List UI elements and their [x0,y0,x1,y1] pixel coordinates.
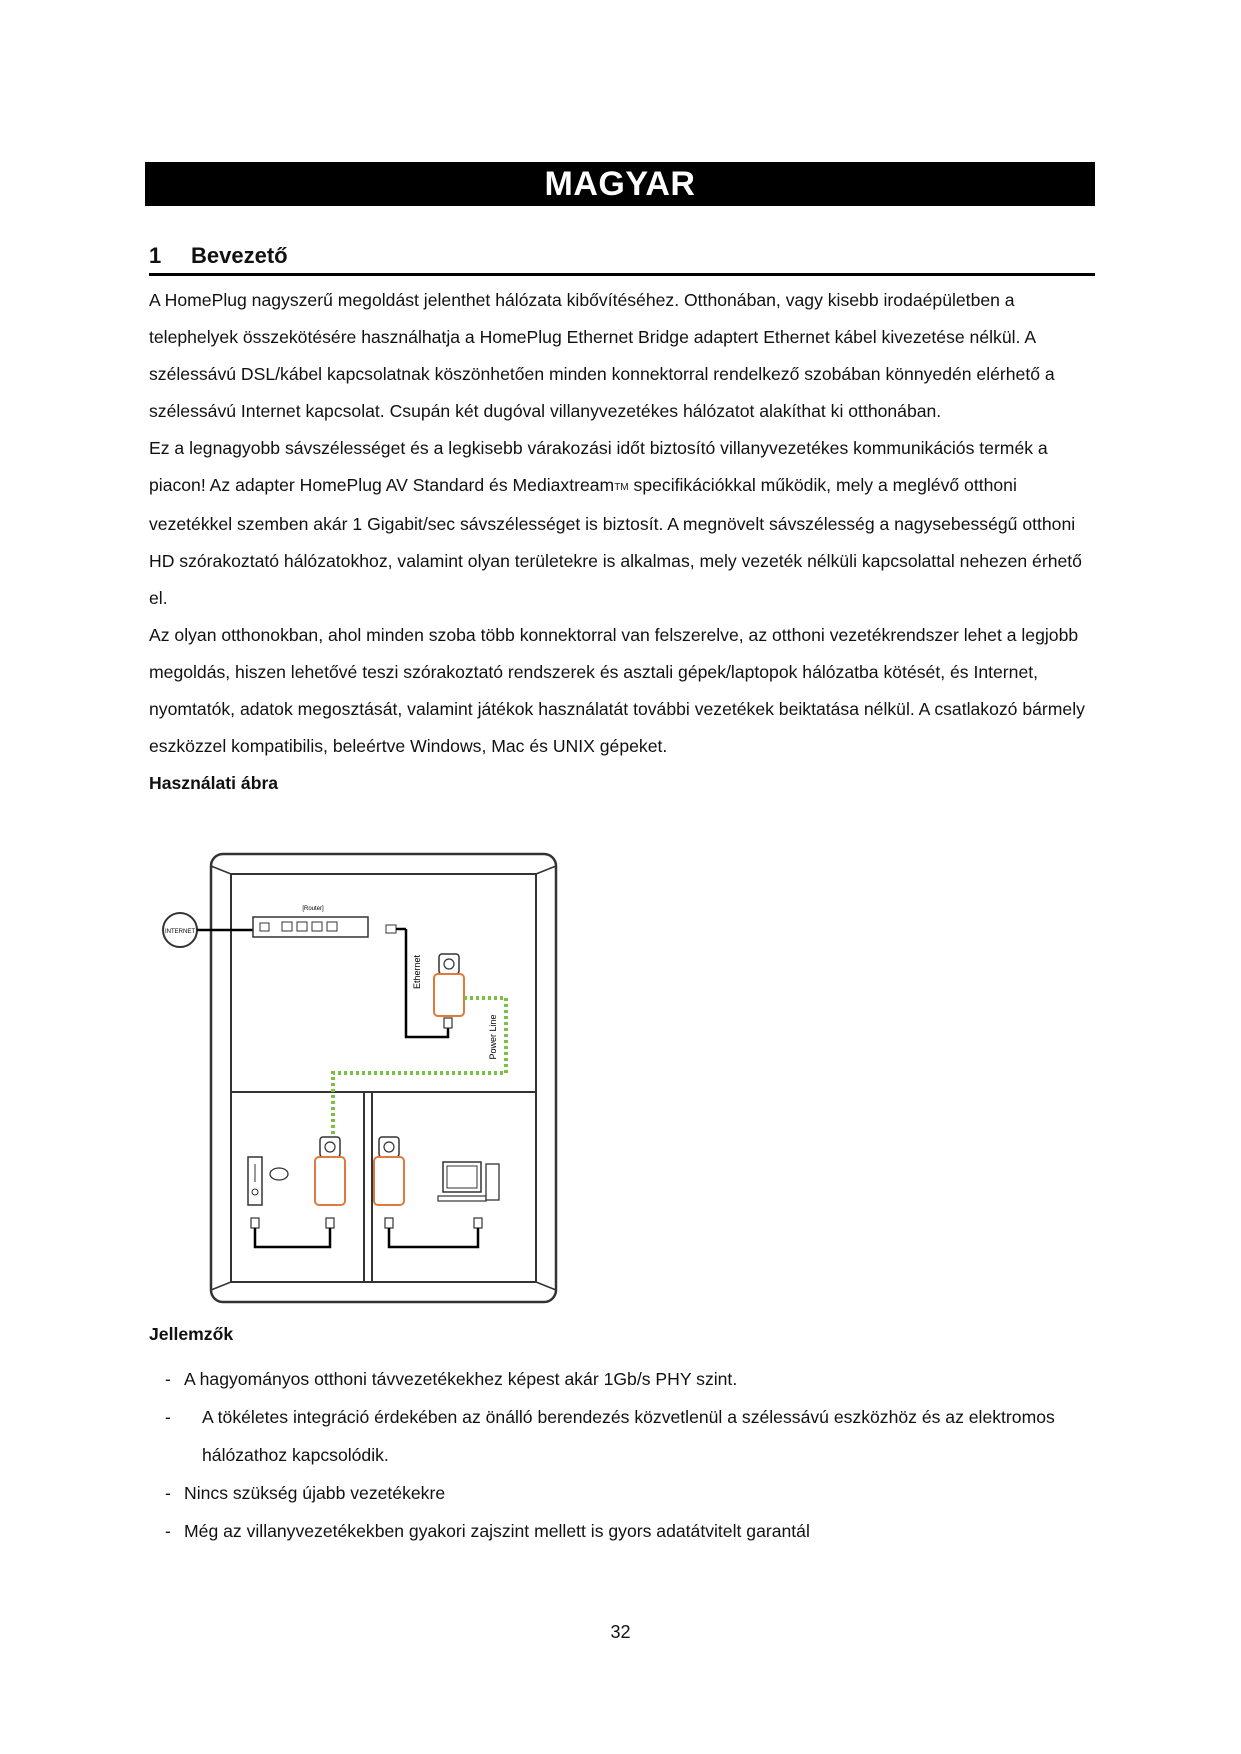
router-icon [253,906,368,937]
intro-text [149,282,1104,802]
plug-icon [444,1018,452,1028]
page-number: 32 [610,1622,631,1642]
paragraph-1: A HomePlug nagyszerű megoldást jelenthet hálózata kibővítéséhez. Otthonában, vagy kisebb irodaépületben a telephelyek összekötésére használhatja a HomePlug Ethernet Bridge adaptert Ethernet kábel kivezetése nélkül. A szélessávú DSL/kábel kapcsolatnak köszönhetően minden konnektorral rendelkező szobában könnyedén elérhető a szélessávú Internet kapcsolat. Csupán két dugóval villanyvezetékes hálózatot alakíthat ki otthonában. [149,290,1055,421]
desktop-computer-icon [438,1162,499,1201]
list-item: - A hagyományos otthoni távvezetékekhez képest akár 1Gb/s PHY szint. [165,1369,738,1389]
game-console-icon [248,1157,288,1205]
section-number: 1 [149,243,162,268]
language-banner: MAGYAR [145,162,1095,206]
powerline-adapter-top [434,974,464,1016]
router-label: [Router] [302,906,324,912]
powerline-label: Power Line [488,1014,498,1060]
features-list [149,1360,1079,1550]
list-item: - Még az villanyvezetékekben gyakori zajszint mellett is gyors adatátvitelt garantál [165,1521,810,1541]
paragraph-2 [149,430,1104,617]
list-item-text: A tökéletes integráció érdekében az önálló berendezés közvetlenül a szélessávú eszközhöz és az elektromos hálózathoz kapcsolódik. [202,1407,1055,1465]
internet-icon [163,913,197,947]
outlet-icon [379,1137,399,1157]
ethernet-label: Ethernet [412,954,422,990]
paragraph-2-end: specifikációkkal működik, mely a meglévő otthoni vezetékkel szemben akár 1 Gigabit/sec sávszélességet is biztosít. A megnövelt sávszélesség a nagysebességű otthoni HD szórakoztató hálózatokhoz, valamint olyan területekre is alkalmas, mely vezeték nélküli kapcsolattal nehezen érhető el. [149,475,1082,608]
outlet-icon [320,1137,340,1157]
section-title: Bevezető [191,243,288,268]
cable-left-room [251,1218,334,1247]
diagram-title: Használati ábra [149,773,279,793]
paragraph-2-start: Ez a legnagyobb sávszélességet és a legkisebb várakozási időt biztosító villanyvezetékes kommunikációs termék a piacon! Az adapter HomePlug AV Standard és Mediaxtream [149,438,1048,495]
list-item: - Nincs szükség újabb vezetékekre [165,1483,446,1503]
section-heading [149,243,1095,276]
trademark-mark: TM [614,482,629,493]
paragraph-3: Az olyan otthonokban, ahol minden szoba több konnektorral van felszerelve, az otthoni vezetékrendszer lehet a legjobb megoldás, hiszen lehetővé teszi szórakoztató rendszerek és asztali gépek/laptopok hálózatba kötését, és Internet, nyomtatók, adatok megosztását, valamint játékok használatát további vezetékek beiktatása nélkül. A csatlakozó bármely eszközzel kompatibilis, beleértve Windows, Mac és UNIX gépeket. [149,625,1085,756]
internet-label: INTERNET [165,929,195,935]
outlet-icon [439,954,459,974]
power-line [333,998,506,1137]
list-item-text: Nincs szükség újabb vezetékekre [184,1483,446,1503]
usage-diagram [158,852,560,1306]
powerline-adapter-right [374,1157,404,1205]
features-title: Jellemzők [149,1324,234,1344]
list-item-text: Még az villanyvezetékekben gyakori zajszint mellett is gyors adatátvitelt garantál [184,1521,810,1541]
powerline-adapter-left [315,1157,345,1205]
cable-right-room [385,1218,482,1247]
list-item: - A tökéletes integráció érdekében az önálló berendezés közvetlenül a szélessávú eszközhöz és az elektromos hálózathoz kapcsolódik. [165,1407,1055,1465]
list-item-text: A hagyományos otthoni távvezetékekhez képest akár 1Gb/s PHY szint. [184,1369,738,1389]
